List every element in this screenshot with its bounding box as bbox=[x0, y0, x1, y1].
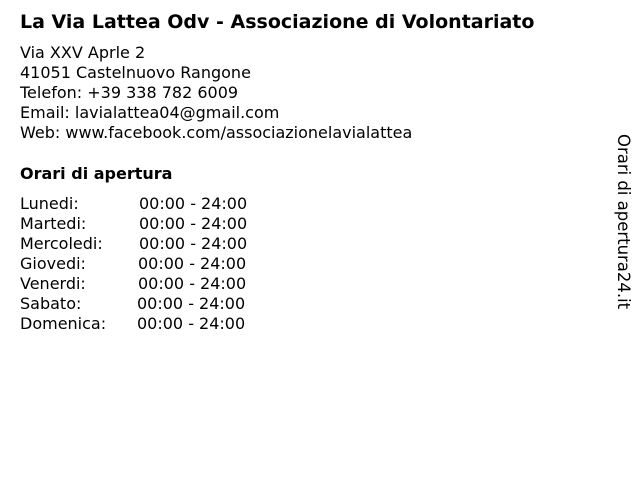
hours-value: 00:00 - 24:00 bbox=[137, 314, 246, 333]
hours-row-friday bbox=[20, 274, 280, 294]
hours-row-sunday bbox=[20, 314, 280, 334]
day-label: Domenica: bbox=[20, 314, 107, 333]
day-label: Lunedi: bbox=[20, 194, 79, 213]
phone-line: Telefon: +39 338 782 6009 bbox=[20, 83, 239, 102]
address-line: Via XXV Aprle 2 bbox=[20, 43, 146, 62]
web-line: Web: www.facebook.com/associazionelavialattea bbox=[20, 123, 413, 142]
page-title: La Via Lattea Odv - Associazione di Volontariato bbox=[20, 11, 535, 33]
hours-value: 00:00 - 24:00 bbox=[139, 234, 248, 253]
city-line: 41051 Castelnuovo Rangone bbox=[20, 63, 251, 82]
day-label: Sabato: bbox=[20, 294, 82, 313]
hours-value: 00:00 - 24:00 bbox=[138, 274, 247, 293]
day-label: Martedi: bbox=[20, 214, 87, 233]
day-label: Venerdi: bbox=[20, 274, 86, 293]
hours-value: 00:00 - 24:00 bbox=[139, 194, 248, 213]
opening-hours-heading: Orari di apertura bbox=[20, 164, 173, 183]
hours-value: 00:00 - 24:00 bbox=[138, 254, 247, 273]
day-label: Mercoledi: bbox=[20, 234, 103, 253]
side-brand-text: Orari di apertura24.it bbox=[614, 134, 633, 310]
hours-row-thursday bbox=[20, 254, 280, 274]
hours-row-saturday bbox=[20, 294, 280, 314]
side-brand-watermark bbox=[612, 134, 634, 309]
hours-row-monday bbox=[20, 194, 280, 214]
hours-value: 00:00 - 24:00 bbox=[137, 294, 246, 313]
hours-row-wednesday bbox=[20, 234, 280, 254]
hours-row-tuesday bbox=[20, 214, 280, 234]
email-line: Email: lavialattea04@gmail.com bbox=[20, 103, 280, 122]
opening-hours-table bbox=[20, 194, 280, 334]
day-label: Giovedi: bbox=[20, 254, 86, 273]
contact-info bbox=[20, 43, 412, 143]
hours-value: 00:00 - 24:00 bbox=[139, 214, 248, 233]
